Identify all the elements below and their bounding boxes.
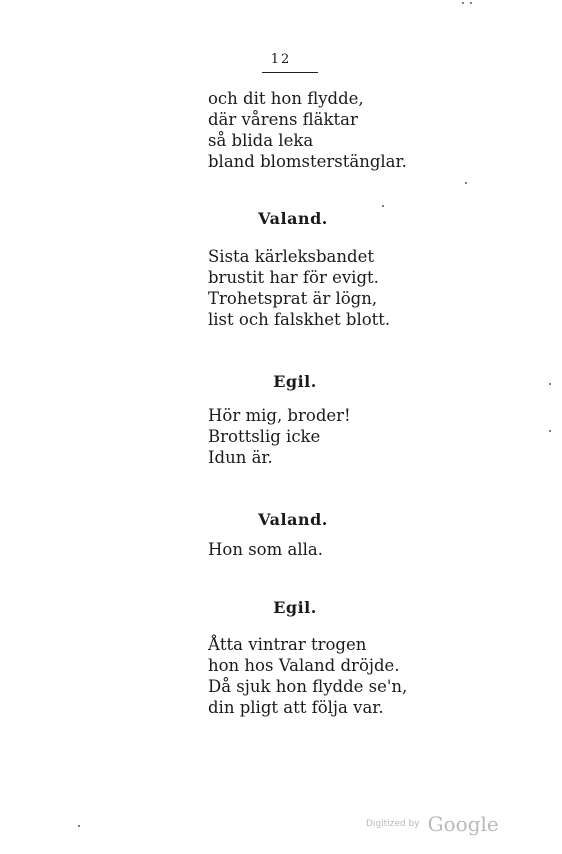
verse-line: Då sjuk hon flydde se'n, <box>208 677 408 696</box>
verse-line: Trohetsprat är lögn, <box>208 289 378 308</box>
scan-speck <box>78 825 80 827</box>
verse-line: Hör mig, broder! <box>208 406 351 425</box>
scan-speck <box>382 205 384 207</box>
speaker-heading-valand: Valand. <box>258 209 328 228</box>
scan-speck <box>549 430 551 432</box>
scan-speck <box>549 383 551 385</box>
verse-line: Idun är. <box>208 448 273 467</box>
verse-line: din pligt att följa var. <box>208 698 384 717</box>
scan-speck <box>462 2 464 4</box>
verse-line: brustit har för evigt. <box>208 268 379 287</box>
verse-line: list och falskhet blott. <box>208 310 391 329</box>
verse-line: där vårens fläktar <box>208 110 358 129</box>
google-logo: Google <box>427 812 499 836</box>
stanza-1 <box>208 88 407 172</box>
page-number: 12 <box>270 52 292 67</box>
verse-line: Hon som alla. <box>208 540 323 559</box>
scan-speck <box>465 182 467 184</box>
speaker-heading-egil: Egil. <box>273 598 317 617</box>
watermark-prefix: Digitized by <box>366 819 420 829</box>
stanza-2 <box>208 246 390 330</box>
verse-line: Brottslig icke <box>208 427 321 446</box>
scan-speck <box>470 2 472 4</box>
speaker-heading-egil: Egil. <box>273 372 317 391</box>
verse-line: så blida leka <box>208 131 314 150</box>
stanza-4 <box>208 539 323 560</box>
verse-line: och dit hon flydde, <box>208 89 364 108</box>
stanza-5 <box>208 634 407 718</box>
verse-line: Åtta vintrar trogen <box>208 635 367 654</box>
stanza-3 <box>208 405 351 468</box>
page-number-rule <box>262 72 318 73</box>
speaker-heading-valand: Valand. <box>258 510 328 529</box>
digitized-watermark <box>366 812 499 836</box>
verse-line: hon hos Valand dröjde. <box>208 656 400 675</box>
verse-line: bland blomsterstänglar. <box>208 152 407 171</box>
verse-line: Sista kärleksbandet <box>208 247 374 266</box>
